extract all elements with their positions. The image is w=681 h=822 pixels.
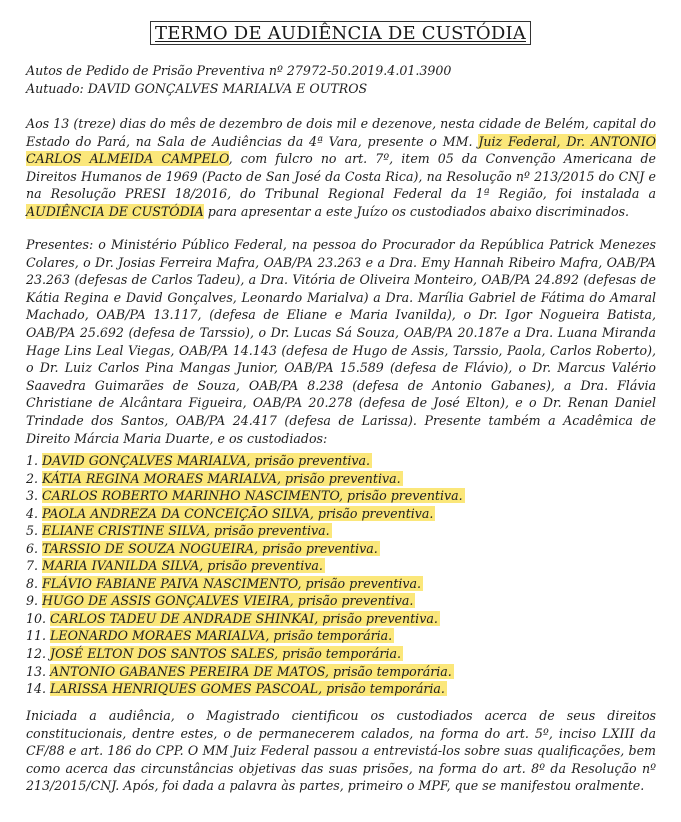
custodiado-text: JOSÉ ELTON DOS SANTOS SALES, prisão temporária. — [50, 646, 401, 662]
custodiado-item — [26, 522, 656, 540]
custodiado-number: 7. — [26, 558, 39, 574]
custodiado-item — [26, 452, 656, 470]
custodiado-text: LARISSA HENRIQUES GOMES PASCOAL, prisão temporária. — [50, 681, 445, 697]
custodiado-text: KÁTIA REGINA MORAES MARIALVA, prisão preventiva. — [42, 470, 401, 486]
custodiado-text: MARIA IVANILDA SILVA, prisão preventiva. — [42, 558, 323, 574]
custodiado-item — [26, 645, 656, 663]
custodiado-text: FLÁVIO FABIANE PAIVA NASCIMENTO, prisão preventiva. — [42, 575, 422, 591]
custodiados-list — [26, 452, 656, 698]
custodiado-number: 3. — [26, 488, 39, 504]
custodiado-item — [26, 610, 656, 628]
custodiado-text: PAOLA ANDREZA DA CONCEIÇÃO SILVA, prisão preventiva. — [42, 505, 434, 521]
judge-name-highlight: Juiz Federal, Dr. ANTONIO CARLOS ALMEIDA CAMPELO — [26, 133, 656, 167]
custodiado-number: 11. — [26, 628, 47, 644]
opening-text-3: para apresentar a este Juízo os custodiados abaixo discriminados. — [203, 203, 630, 219]
custodiado-number: 12. — [26, 646, 47, 662]
document-title: TERMO DE AUDIÊNCIA DE CUSTÓDIA — [150, 21, 531, 45]
custodiado-item — [26, 505, 656, 523]
custodiado-number: 6. — [26, 540, 39, 556]
custodiado-item — [26, 663, 656, 681]
custodiado-text: CARLOS TADEU DE ANDRADE SHINKAI, prisão preventiva. — [50, 610, 438, 626]
custodiado-number: 2. — [26, 470, 39, 486]
custodiado-text: TARSSIO DE SOUZA NOGUEIRA, prisão preventiva. — [42, 540, 378, 556]
closing-paragraph: Iniciada a audiência, o Magistrado cientificou os custodiados acerca de seus direitos constitucionais, dentre estes, o de permanecerem calados, na forma do art. 5º, inciso LXIII da CF/88 e art. 186 do CPP. O MM Juiz Federal passou a entrevistá-los sobre suas qualificações, bem como acerca das circunstâncias objetivas das suas prisões, na forma do art. 8º da Resolução nº 213/2015/CNJ. Após, foi dada a palavra às partes, primeiro o MPF, que se manifestou oralmente. — [26, 708, 656, 794]
custodiado-text: ANTONIO GABANES PEREIRA DE MATOS, prisão temporária. — [50, 663, 452, 679]
title-container — [0, 21, 681, 45]
custodiado-item — [26, 557, 656, 575]
custodiado-number: 8. — [26, 575, 39, 591]
attendees-paragraph: Presentes: o Ministério Público Federal, na pessoa do Procurador da República Patrick Menezes Colares, o Dr. Josias Ferreira Mafra, OAB/PA 23.263 e a Dra. Emy Hannah Ribeiro Mafra, OAB/PA 23.263 (defesas de Carlos Tadeu), a Dra. Vitória de Oliveira Monteiro, OAB/PA 24.892 (defesas de Kátia Regina e David Gonçalves, Leonardo Marialva) a Dra. Marília Gabriel de Fátima do Amaral Machado, OAB/PA 13.117, (defesa de Eliane e Maria Ivanilda), o Dr. Igor Nogueira Batista, OAB/PA 25.692 (defesa de Tarssio), o Dr. Lucas Sá Souza, OAB/PA 20.187e a Dra. Luana Miranda Hage Lins Leal Viegas, OAB/PA 14.143 (defesa de Hugo de Assis, Tarssio, Paola, Carlos Roberto), o Dr. Luiz Carlos Pina Mangas Junior, OAB/PA 15.589 (defesa de Flávio), o Dr. Marcus Valério Saavedra Guimarães de Souza, OAB/PA 8.238 (defesa de Antonio Gabanes), a Dra. Flávia Christiane de Alcântara Figueira, OAB/PA 20.278 (defesa de José Elton), e o Dr. Renan Daniel Trindade dos Santos, OAB/PA 24.417 (defesa de Larissa). Presente também a Acadêmica de Direito Márcia Maria Duarte, e os custodiados: — [26, 237, 656, 446]
custodiado-number: 14. — [26, 681, 47, 697]
custodiado-number: 1. — [26, 453, 39, 468]
custodiado-number: 10. — [26, 610, 47, 626]
custodiado-item — [26, 592, 656, 610]
hearing-type-highlight: AUDIÊNCIA DE CUSTÓDIA — [26, 203, 204, 219]
opening-text-2: , com fulcro no art. 7º, item 05 da Convenção Americana de Direitos Humanos de 1969 (Pacto de San José da Costa Rica), na Resolução nº 213/2015 do CNJ e na Resolução PRESI 18/2016, do Tribunal Regional Federal da 1ª Região, foi instalada a — [26, 151, 656, 202]
case-number: Autos de Pedido de Prisão Preventiva nº 27972-50.2019.4.01.3900 — [26, 63, 452, 78]
custodiado-number: 5. — [26, 523, 39, 539]
custodiado-text: HUGO DE ASSIS GONÇALVES VIEIRA, prisão preventiva. — [42, 593, 414, 609]
custodiado-item — [26, 487, 656, 505]
custodiado-item — [26, 680, 656, 698]
case-header — [26, 62, 656, 97]
custodiado-text: DAVID GONÇALVES MARIALVA, prisão preventiva. — [42, 453, 371, 468]
defendant-line: Autuado: DAVID GONÇALVES MARIALVA E OUTROS — [26, 80, 368, 96]
custodiado-item — [26, 627, 656, 645]
custodiado-item — [26, 470, 656, 488]
custodiado-text: ELIANE CRISTINE SILVA, prisão preventiva. — [42, 523, 330, 539]
custodiado-number: 9. — [26, 593, 39, 609]
custodiado-number: 13. — [26, 663, 47, 679]
custodiado-number: 4. — [26, 505, 39, 521]
opening-text-1: Aos 13 (treze) dias do mês de dezembro de dois mil e dezenove, nesta cidade de Belém, capital do Estado do Pará, na Sala de Audiências da 4ª Vara, presente o MM. — [26, 116, 656, 149]
opening-paragraph — [26, 115, 656, 221]
custodiado-item — [26, 540, 656, 558]
custodiado-text: CARLOS ROBERTO MARINHO NASCIMENTO, prisão preventiva. — [42, 488, 463, 504]
custodiado-item — [26, 575, 656, 593]
custodiado-text: LEONARDO MORAES MARIALVA, prisão temporária. — [50, 628, 393, 644]
